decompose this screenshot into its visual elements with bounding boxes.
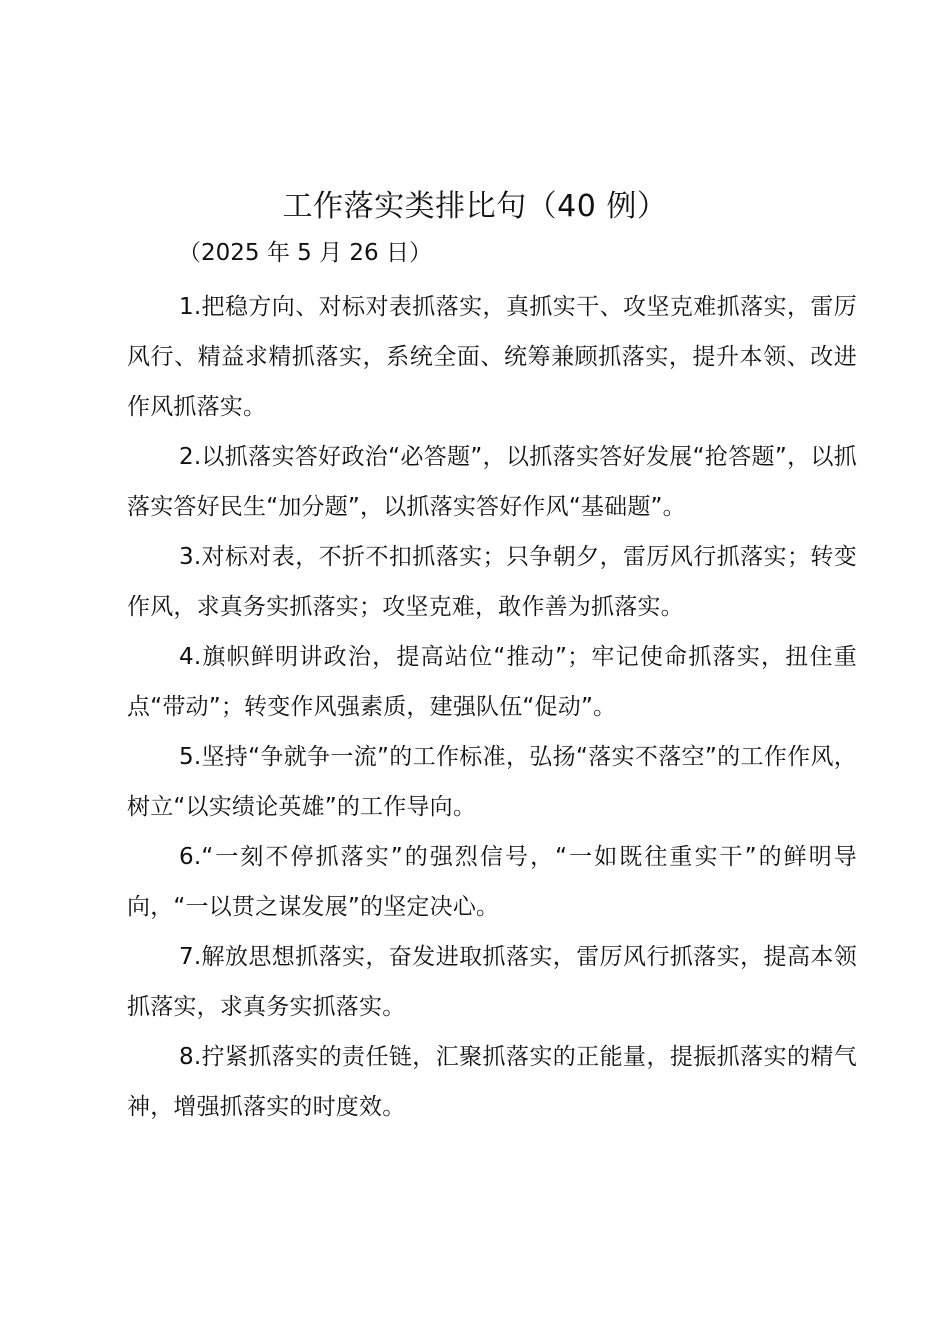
paragraph-3: 3.对标对表，不折不扣抓落实；只争朝夕，雷厉风行抓落实；转变作风，求真务实抓落实；攻坚克难，敢作善为抓落实。 [127,544,857,620]
document-date: （2025 年 5 月 26 日） [178,240,432,266]
document-body [127,282,857,1132]
paragraph-8: 8.拧紧抓落实的责任链，汇聚抓落实的正能量，提振抓落实的精气神，增强抓落实的时度效。 [127,1044,857,1120]
paragraph-1: 1.把稳方向、对标对表抓落实，真抓实干、攻坚克难抓落实，雷厉风行、精益求精抓落实，系统全面、统筹兼顾抓落实，提升本领、改进作风抓落实。 [127,294,857,420]
paragraph-7: 7.解放思想抓落实，奋发进取抓落实，雷厉风行抓落实，提高本领抓落实，求真务实抓落实。 [127,944,857,1020]
document-title: 工作落实类排比句（40 例） [282,189,668,224]
paragraph-5: 5.坚持“争就争一流”的工作标准，弘扬“落实不落空”的工作作风，树立“以实绩论英雄”的工作导向。 [127,744,857,820]
paragraph-4: 4.旗帜鲜明讲政治，提高站位“推动”；牢记使命抓落实，扭住重点“带动”；转变作风强素质，建强队伍“促动”。 [127,644,857,720]
paragraph-6: 6.“一刻不停抓落实”的强烈信号，“一如既往重实干”的鲜明导向，“一以贯之谋发展”的坚定决心。 [127,844,857,920]
paragraph-2: 2.以抓落实答好政治“必答题”，以抓落实答好发展“抢答题”，以抓落实答好民生“加分题”，以抓落实答好作风“基础题”。 [127,444,857,520]
